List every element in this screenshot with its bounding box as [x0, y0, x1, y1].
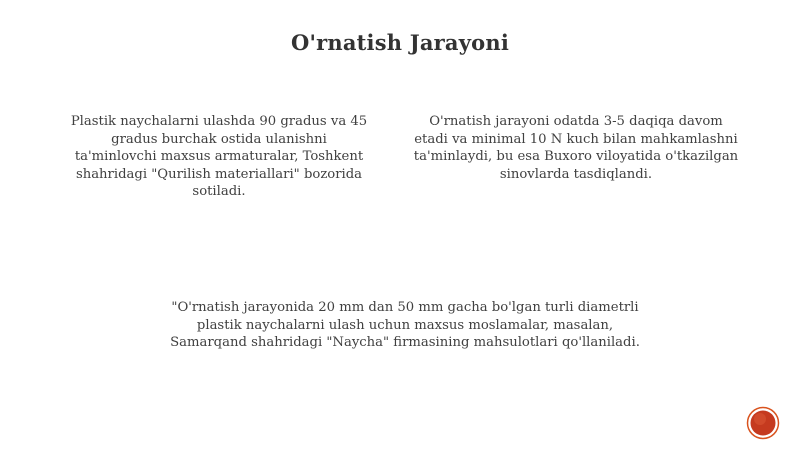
right-text-block: O'rnatish jarayoni odatda 3-5 daqiqa davom etadi va minimal 10 N kuch bilan mahkamlashni ta'minlaydi, bu esa Buxoro viloyatida o'tkazilgan sinovlarda tasdiqlandi. — [413, 114, 739, 182]
left-text-block: Plastik naychalarni ulashda 90 gradus va 45 gradus burchak ostida ulanishni ta'minlovchi maxsus armaturalar, Toshkent shahridagi "Qurilish materiallari" bozorida sotiladi. — [70, 114, 368, 200]
circle-nav-icon — [746, 406, 780, 440]
quote-text-block: "O'rnatish jarayonida 20 mm dan 50 mm gacha bo'lgan turli diametrli plastik naychalarni ulash uchun maxsus moslamalar, masalan, Samarqand shahridagi "Naycha" firmasining mahsulotlari qo'llaniladi. — [170, 300, 640, 351]
slide-nav-button[interactable] — [746, 406, 780, 440]
slide-title: O'rnatish Jarayoni — [290, 30, 509, 55]
